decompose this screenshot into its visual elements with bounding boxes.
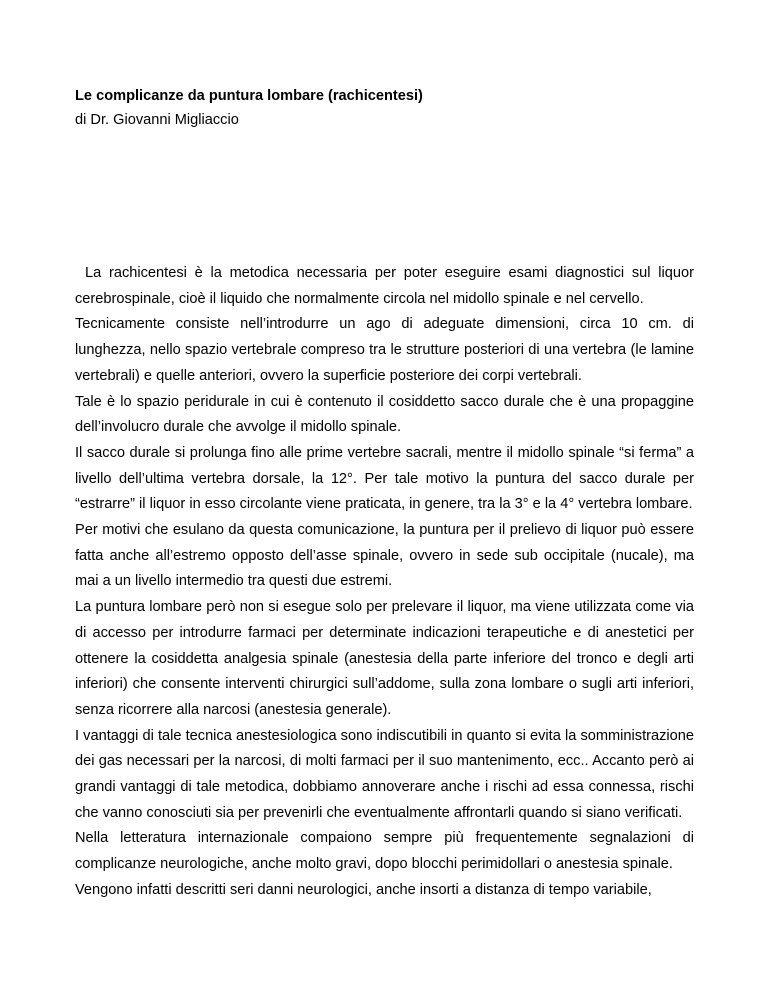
paragraph: Nella letteratura internazionale compaiono sempre più frequentemente segnalazioni di complicanze neurologiche, anche molto gravi, dopo blocchi perimidollari o anestesia spinale. <box>75 830 694 873</box>
paragraph: Tale è lo spazio peridurale in cui è contenuto il cosiddetto sacco durale che è una propaggine dell’involucro durale che avvolge il midollo spinale. <box>75 393 694 436</box>
paragraph: Tecnicamente consiste nell’introdurre un ago di adeguate dimensioni, circa 10 cm. di lunghezza, nello spazio vertebrale compreso tra le strutture posteriori di una vertebra (le lamine vertebrali) e quelle anteriori, ovvero la superficie posteriore dei corpi vertebrali. <box>75 316 694 384</box>
paragraph: I vantaggi di tale tecnica anestesiologica sono indiscutibili in quanto si evita la somministrazione dei gas necessari per la narcosi, di molti farmaci per il suo mantenimento, ecc.. Accanto però ai grandi vantaggi di tale metodica, dobbiamo annoverare anche i rischi ad essa connessa, rischi che vanno conosciuti sia per prevenirli che eventualmente affrontarli quando si siano verificati. <box>75 727 694 821</box>
document-author: di Dr. Giovanni Migliaccio <box>75 112 239 128</box>
paragraph: La rachicentesi è la metodica necessaria per poter eseguire esami diagnostici sul liquor cerebrospinale, cioè il liquido che normalmente circola nel midollo spinale e nel cervello. <box>75 265 694 307</box>
document-title: Le complicanze da puntura lombare (rachicentesi) <box>75 88 423 104</box>
paragraph: Il sacco durale si prolunga fino alle prime vertebre sacrali, mentre il midollo spinale “si ferma” a livello dell’ultima vertebra dorsale, la 12°. Per tale motivo la puntura del sacco durale per “estrarre” il liquor in esso circolante viene praticata, in genere, tra la 3° e la 4° vertebra lombare. <box>75 444 694 513</box>
paragraph: Per motivi che esulano da questa comunicazione, la puntura per il prelievo di liquor può essere fatta anche all’estremo opposto dell’asse spinale, ovvero in sede sub occipitale (nucale), ma mai a un livello intermedio tra questi due estremi. <box>75 522 694 590</box>
paragraph: La puntura lombare però non si esegue solo per prelevare il liquor, ma viene utilizzata come via di accesso per introdurre farmaci per determinate indicazioni terapeutiche e di anestetici per ottenere la cosiddetta analgesia spinale (anestesia della parte inferiore del tronco e degli arti inferiori) che consente interventi chirurgici sull’addome, sulla zona lombare o sugli arti inferiori, senza ricorrere alla narcosi (anestesia generale). <box>75 599 694 718</box>
document-page <box>75 84 694 898</box>
paragraph: Vengono infatti descritti seri danni neurologici, anche insorti a distanza di tempo variabile, <box>75 881 652 898</box>
document-body <box>75 261 694 904</box>
